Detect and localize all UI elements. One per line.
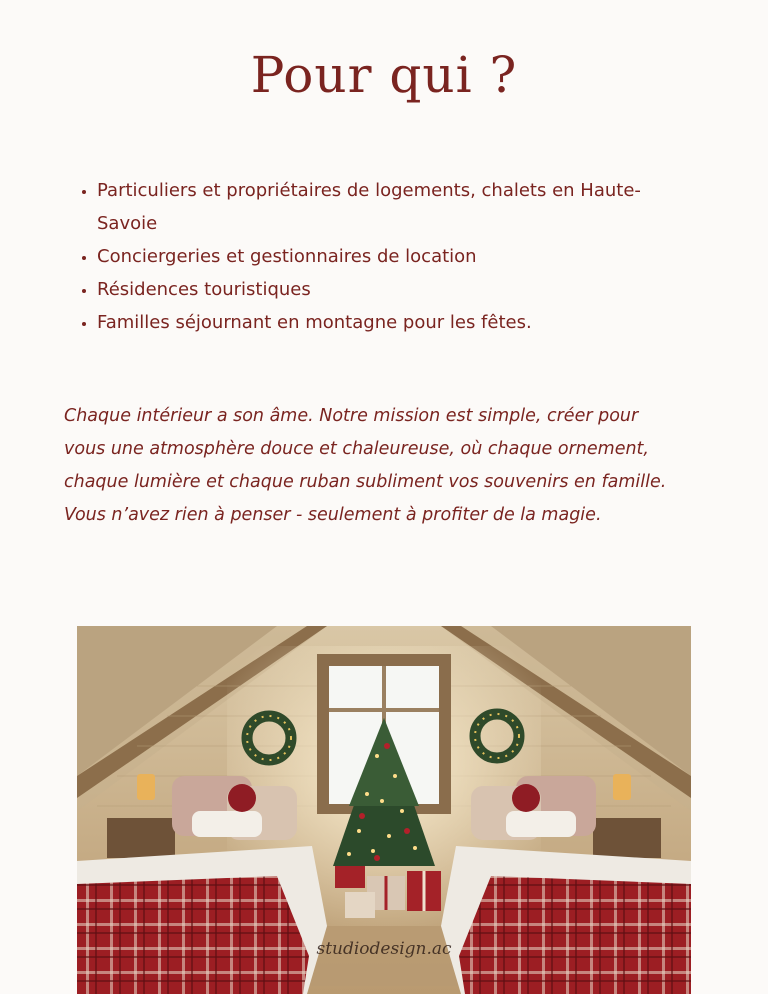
list-item: • Conciergeries et gestionnaires de location [97, 240, 697, 273]
mission-paragraph: Chaque intérieur a son âme. Notre mission est simple, créer pour vous une atmosphère douce et chaleureuse, où chaque ornement, chaque lumière et chaque ruban subliment vos souvenirs en famille. [64, 406, 667, 492]
list-item: • Résidences touristiques [97, 273, 697, 306]
mission-text [64, 400, 684, 532]
audience-list [78, 174, 697, 339]
list-item: • Particuliers et propriétaires de logements, chalets en Haute-Savoie [97, 174, 697, 240]
list-item: • Familles séjournant en montagne pour les fêtes. [97, 306, 697, 339]
page-title: Pour qui ? [250, 46, 518, 104]
watermark-text: studiodesign.ac [316, 939, 452, 959]
mission-closing: Vous n’avez rien à penser - seulement à profiter de la magie. [64, 505, 602, 525]
chalet-bedroom-photo [77, 626, 691, 994]
